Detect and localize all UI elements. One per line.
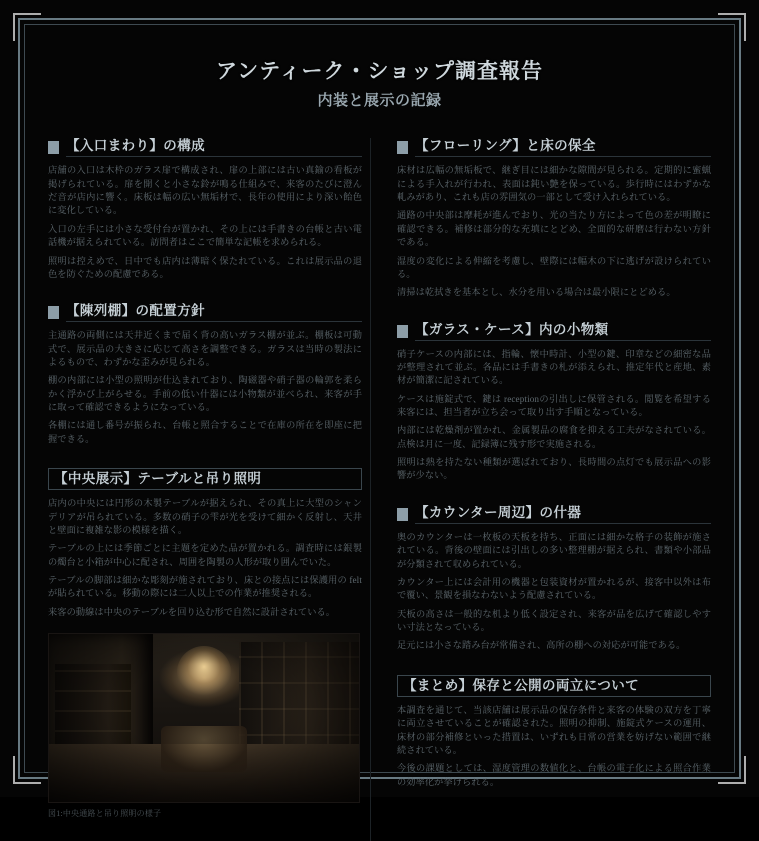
paragraph: 照明は控えめで、日中でも店内は薄暗く保たれている。これは展示品の退色を防ぐための配慮である。 [48,255,362,279]
paragraph: 店内の中央には円形の木製テーブルが据えられ、その真上に大型のシャンデリアが吊られている。多数の硝子の雫が光を受けて細かく反射し、天井と壁面に複雑な影の模様を描く。 [48,498,362,535]
paragraph: テーブルの脚部は細かな彫刻が施されており、床との接点には保護用の felt が貼られている。移動の際には二人以上での作業が推奨される。 [48,575,362,599]
section-title: 【フローリング】と床の保全 [415,138,711,157]
section-header [397,505,711,524]
section-title: 【まとめ】保存と公開の両立について [397,675,711,697]
paragraph: 内部には乾燥剤が置かれ、金属製品の腐食を抑える工夫がなされている。点検は月に一度、記録簿に残す形で実施される。 [397,425,711,449]
section-marker-icon [397,508,408,521]
paragraph: 硝子ケースの内部には、指輪、懐中時計、小型の鍵、印章などの細密な品が整理されて並ぶ。各品には手書きの札が添えられ、推定年代と産地、素材が簡潔に記されている。 [397,348,711,386]
figure-caption: 図1:中央通路と吊り照明の様子 [48,809,162,819]
paragraph: 奥のカウンターは一枚板の天板を持ち、正面には細かな格子の装飾が施されている。背後の壁面には引出しの多い整理棚が据えられ、書類や小部品が分類されて収められている。 [397,532,711,569]
paragraph: 店舗の入口は木枠のガラス扉で構成され、扉の上部には古い真鍮の看板が掲げられている。扉を開くと小さな鈴が鳴る仕組みで、来客のたびに澄んだ音が店内に響く。床板は幅の広い無垢材で、長年の使用により深い飴色に変化している。 [48,165,362,216]
paragraph: 各棚には通し番号が振られ、台帳と照合することで在庫の所在を即座に把握できる。 [48,420,362,444]
paragraph: テーブルの上には季節ごとに主題を定めた品が置かれる。調査時には銀製の燭台と小箱が中心に配され、周囲を陶製の人形が取り囲んでいた。 [48,543,362,567]
paragraph: 床材は広幅の無垢板で、継ぎ目には細かな隙間が見られる。定期的に蜜蝋による手入れが行われ、表面は鈍い艶を保っている。歩行時にはわずかな軋みがあり、これも店の雰囲気の一部として受け入れられている。 [397,165,711,203]
section-header [48,468,362,490]
section-body [48,329,362,446]
corner-ornament-bottom-right [718,756,746,784]
corner-ornament-bottom-left [13,756,41,784]
paragraph: 来客の動線は中央のテーブルを回り込む形で自然に設計されている。 [48,606,336,617]
section-title: 【中央展示】テーブルと吊り照明 [48,468,362,490]
paragraph: 足元には小さな踏み台が常備され、高所の棚への対応が可能である。 [397,640,686,651]
section-header [48,303,362,322]
section-title: 【ガラス・ケース】内の小物類 [415,322,711,341]
paragraph: 棚の内部には小型の照明が仕込まれており、陶磁器や硝子器の輪郭を柔らかく浮かび上がらせる。手前の低い什器には小物類が並べられ、来客が手に取って確認できるようになっている。 [48,375,362,413]
left-column [48,138,371,841]
section-body [48,497,362,619]
section-entrance [48,138,362,281]
section-marker-icon [397,141,408,154]
paragraph: カウンター上には会計用の機器と包装資材が置かれるが、接客中以外は布で覆い、景観を損なわないよう配慮されている。 [397,577,711,601]
section-marker-icon [397,325,408,338]
photo-vignette [49,634,359,802]
paragraph: 天板の高さは一般的な机より低く設定され、来客が品を広げて確認しやすい寸法となっている。 [397,608,711,633]
section-central-display [48,468,362,819]
two-column-layout [48,138,711,841]
section-header [397,322,711,341]
paragraph: 清掃は乾拭きを基本とし、水分を用いる場合は最小限にとどめる。 [397,287,676,298]
document-content [48,44,711,819]
right-column [397,138,711,841]
section-header [48,138,362,157]
section-flooring [397,138,711,299]
paragraph: 本調査を通じて、当該店舗は展示品の保存条件と来客の体験の双方を丁寧に両立させていることが確認された。照明の抑制、施錠式ケースの運用、床材の部分補修といった措置は、いずれも日常の営業を妨げない範囲で継続されている。 [397,704,711,755]
section-body [397,164,711,299]
paragraph: 今後の課題としては、湿度管理の数値化と、台帳の電子化による照合作業の効率化が挙げられる。 [397,763,711,787]
section-title: 【陳列棚】の配置方針 [66,303,362,322]
antique-shop-interior-photo [48,633,360,803]
section-body [48,164,362,281]
figure [48,633,358,819]
section-title: 【カウンター周辺】の什器 [415,505,711,524]
section-title: 【入口まわり】の構成 [66,138,362,157]
page-subtitle: 内装と展示の記録 [317,93,442,110]
section-marker-icon [48,306,59,319]
section-header [397,138,711,157]
paragraph: 主通路の両側には天井近くまで届く背の高いガラス棚が並ぶ。棚板は可動式で、展示品の大きさに応じて高さを調整できる。ガラスは当時の製法によるもので、わずかな歪みが見られる。 [48,330,362,368]
corner-ornament-top-left [13,13,41,41]
paragraph: 照明は熱を持たない種類が選ばれており、長時間の点灯でも展示品への影響が少ない。 [397,457,711,481]
section-body [397,704,711,789]
page-title: アンティーク・ショップ調査報告 [215,59,544,83]
section-marker-icon [48,141,59,154]
paragraph: 通路の中央部は摩耗が進んでおり、光の当たり方によって色の差が明瞭に確認できる。補修は部分的な充填にとどめ、全面的な研磨は行わない方針である。 [397,210,711,248]
section-body [397,531,711,653]
section-body [397,348,711,483]
paragraph: 入口の左手には小さな受付台が置かれ、その上には手書きの台帳と古い電話機が据えられている。訪問者はここで簡単な記帳を求められる。 [48,223,362,248]
section-summary [397,675,711,789]
paragraph: 湿度の変化による伸縮を考慮し、壁際には幅木の下に逃げが設けられている。 [397,255,711,279]
section-header [397,675,711,697]
section-shelving [48,303,362,446]
section-glass-cases [397,322,711,483]
paragraph: ケースは施錠式で、鍵は receptionの引出しに保管される。閲覧を希望する来客には、担当者が立ち会って取り出す手順となっている。 [397,393,711,418]
section-counter [397,505,711,653]
corner-ornament-top-right [718,13,746,41]
title-block [48,44,711,110]
